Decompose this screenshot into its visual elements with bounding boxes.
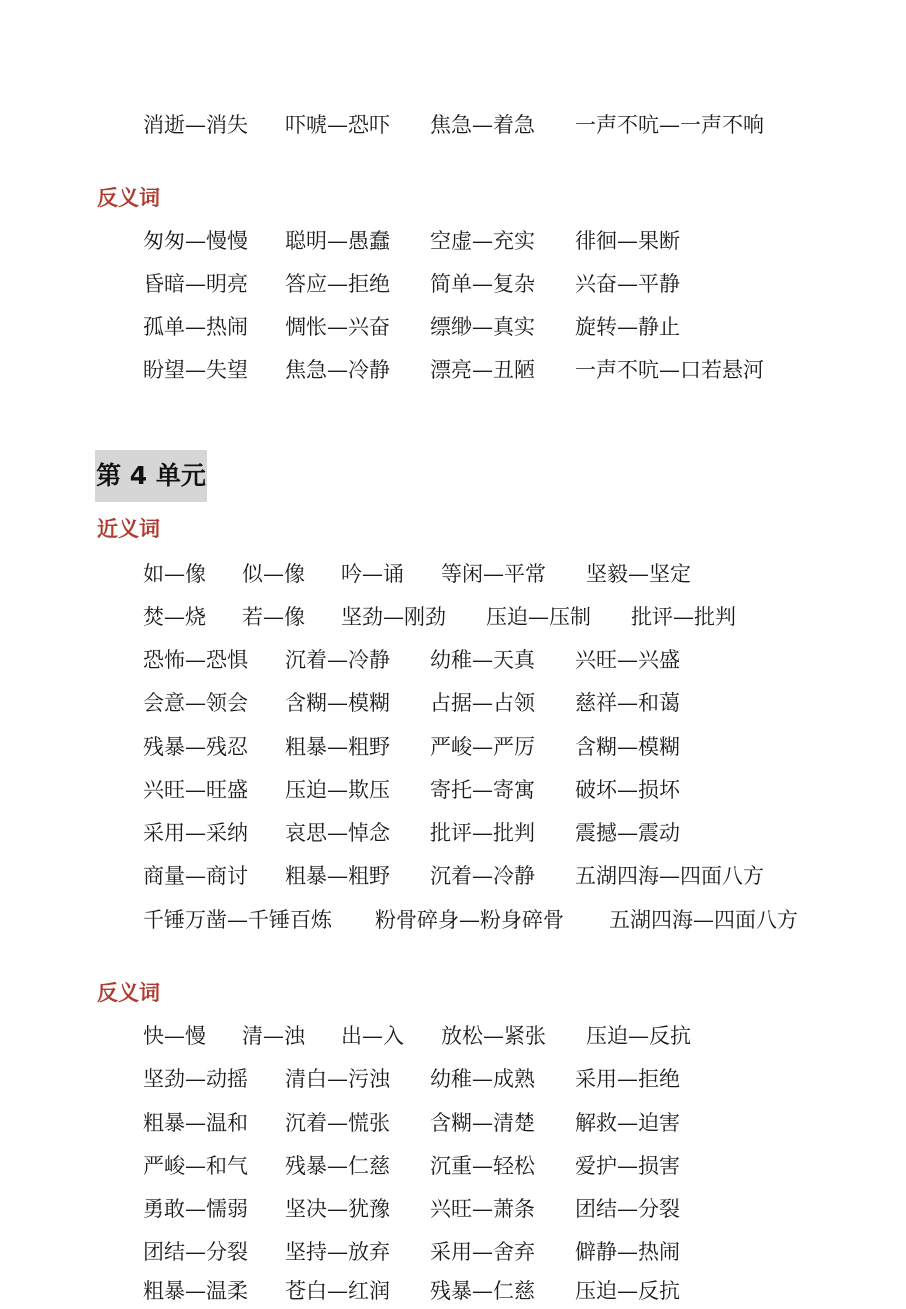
word-pair: 孤单—热闹: [143, 315, 248, 339]
word-pair: 采用—拒绝: [575, 1067, 680, 1091]
word-pair: 如—像: [143, 562, 206, 586]
word-pair: 坚劲—刚劲: [341, 605, 446, 629]
word-pair: 五湖四海—四面八方: [575, 864, 764, 888]
word-pair: 昏暗—明亮: [143, 272, 248, 296]
word-pair: 徘徊—果断: [575, 229, 680, 253]
word-pair: 占据—占领: [430, 691, 535, 715]
word-pair: 焦急—冷静: [285, 358, 390, 382]
word-pair: 爱护—损害: [575, 1154, 680, 1178]
word-pair: 吓唬—恐吓: [285, 113, 390, 137]
word-pair: 粗暴—温和: [143, 1111, 248, 1135]
word-pair: 空虚—充实: [430, 229, 535, 253]
word-pair: 清—浊: [242, 1024, 305, 1048]
word-pair: 残暴—仁慈: [285, 1154, 390, 1178]
word-pair: 团结—分裂: [143, 1240, 248, 1264]
word-pair: 含糊—清楚: [430, 1111, 535, 1135]
word-pair: 残暴—仁慈: [430, 1279, 535, 1303]
word-pair: 坚劲—动摇: [143, 1067, 248, 1091]
word-pair: 千锤万凿—千锤百炼: [143, 908, 332, 932]
word-pair: 僻静—热闹: [575, 1240, 680, 1264]
unit-title: 第 4 单元: [95, 450, 207, 502]
word-pair: 若—像: [242, 605, 305, 629]
word-pair: 粗暴—粗野: [285, 735, 390, 759]
word-pair: 压迫—反抗: [586, 1024, 691, 1048]
word-pair: 粗暴—粗野: [285, 864, 390, 888]
word-pair: 破坏—损坏: [575, 778, 680, 802]
word-pair: 兴旺—旺盛: [143, 778, 248, 802]
word-pair: 采用—舍弃: [430, 1240, 535, 1264]
word-pair: 恐怖—恐惧: [143, 648, 248, 672]
word-pair: 严峻—严厉: [430, 735, 535, 759]
word-pair: 团结—分裂: [575, 1197, 680, 1221]
word-pair: 旋转—静止: [575, 315, 680, 339]
word-pair: 放松—紧张: [441, 1024, 546, 1048]
word-pair: 出—入: [341, 1024, 404, 1048]
word-pair: 压迫—欺压: [285, 778, 390, 802]
word-pair: 勇敢—懦弱: [143, 1197, 248, 1221]
word-pair: 粉骨碎身—粉身碎骨: [375, 908, 564, 932]
word-pair: 兴奋—平静: [575, 272, 680, 296]
word-pair: 含糊—模糊: [285, 691, 390, 715]
word-pair: 焦急—着急: [430, 113, 535, 137]
word-pair: 沉着—慌张: [285, 1111, 390, 1135]
word-pair: 消逝—消失: [143, 113, 248, 137]
word-pair: 盼望—失望: [143, 358, 248, 382]
word-pair: 批评—批判: [631, 605, 736, 629]
word-pair: 寄托—寄寓: [430, 778, 535, 802]
word-pair: 压迫—反抗: [575, 1279, 680, 1303]
word-pair: 兴旺—萧条: [430, 1197, 535, 1221]
word-pair: 沉重—轻松: [430, 1154, 535, 1178]
word-pair: 坚持—放弃: [285, 1240, 390, 1264]
word-pair: 严峻—和气: [143, 1154, 248, 1178]
word-pair: 批评—批判: [430, 821, 535, 845]
word-pair: 哀思—悼念: [285, 821, 390, 845]
word-pair: 残暴—残忍: [143, 735, 248, 759]
word-pair: 压迫—压制: [486, 605, 591, 629]
word-pair: 一声不吭—口若悬河: [575, 358, 764, 382]
word-pair: 快—慢: [143, 1024, 206, 1048]
word-pair: 焚—烧: [143, 605, 206, 629]
word-pair: 含糊—模糊: [575, 735, 680, 759]
synonyms-heading: 近义词: [97, 517, 160, 541]
word-pair: 缥缈—真实: [430, 315, 535, 339]
word-pair: 震撼—震动: [575, 821, 680, 845]
word-pair: 苍白—红润: [285, 1279, 390, 1303]
word-pair: 幼稚—天真: [430, 648, 535, 672]
antonyms-heading: 反义词: [97, 186, 160, 210]
word-pair: 漂亮—丑陋: [430, 358, 535, 382]
word-pair: 沉着—冷静: [430, 864, 535, 888]
word-pair: 兴旺—兴盛: [575, 648, 680, 672]
word-pair: 简单—复杂: [430, 272, 535, 296]
word-pair: 答应—拒绝: [285, 272, 390, 296]
word-pair: 惆怅—兴奋: [285, 315, 390, 339]
word-pair: 沉着—冷静: [285, 648, 390, 672]
word-pair: 慈祥—和蔼: [575, 691, 680, 715]
word-pair: 似—像: [242, 562, 305, 586]
word-pair: 粗暴—温柔: [143, 1279, 248, 1303]
word-pair: 坚毅—坚定: [586, 562, 691, 586]
word-pair: 匆匆—慢慢: [143, 229, 248, 253]
word-pair: 采用—采纳: [143, 821, 248, 845]
word-pair: 五湖四海—四面八方: [609, 908, 798, 932]
word-pair: 等闲—平常: [441, 562, 546, 586]
word-pair: 聪明—愚蠢: [285, 229, 390, 253]
word-pair: 吟—诵: [341, 562, 404, 586]
antonyms-heading: 反义词: [97, 981, 160, 1005]
word-pair: 清白—污浊: [285, 1067, 390, 1091]
word-pair: 幼稚—成熟: [430, 1067, 535, 1091]
word-pair: 坚决—犹豫: [285, 1197, 390, 1221]
word-pair: 一声不吭—一声不响: [575, 113, 764, 137]
word-pair: 解救—迫害: [575, 1111, 680, 1135]
word-pair: 商量—商讨: [143, 864, 248, 888]
word-pair: 会意—领会: [143, 691, 248, 715]
